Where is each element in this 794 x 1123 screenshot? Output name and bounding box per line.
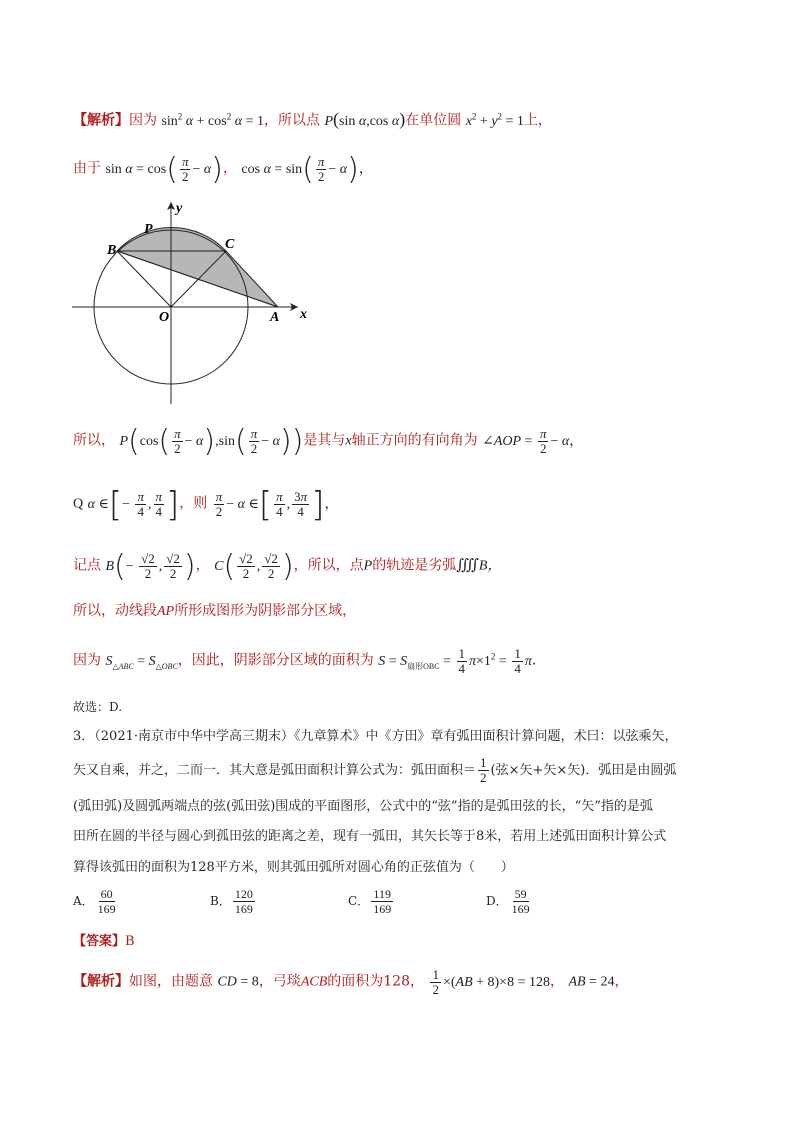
question-3-line-5: 算得该弧田的面积为128平方米，则其弧田弧所对圆心角的正弦值为（ ） <box>73 860 514 875</box>
text: B， <box>478 558 502 574</box>
solution-line-7 <box>73 646 536 676</box>
option-letter: D． <box>486 894 508 908</box>
text: ，所以点 <box>263 112 320 129</box>
answer-choice: 故选：D. <box>73 700 123 714</box>
option-letter: A． <box>73 894 94 908</box>
option-numerator: 120 <box>234 887 253 901</box>
solution-line-3 <box>73 423 584 459</box>
text: 是其与 <box>303 432 346 449</box>
solution-line-5 <box>73 548 502 584</box>
question-3-line-2: 矢又自乘，并之，二而一．其大意是弧田面积计算公式为：弧田面积＝ $\frac{1}{2}$ (弦×矢+矢×矢)．弧田是由圆弧 <box>73 755 677 785</box>
text: 所以，动线段 <box>73 603 157 619</box>
text: 的轨迹是劣弧 <box>372 557 457 574</box>
option-denominator: 169 <box>97 902 116 916</box>
math: P(sin α,cos α) <box>324 108 406 129</box>
option-numerator: 60 <box>100 887 113 901</box>
text: ， <box>222 160 237 177</box>
text: ， <box>614 973 629 990</box>
math: P <box>363 558 373 574</box>
answer-label: 【答案】 <box>73 934 126 949</box>
text: 由于 <box>73 160 101 177</box>
option-b[interactable] <box>210 887 257 916</box>
unit-circle-figure <box>60 190 320 410</box>
math: x <box>345 433 352 449</box>
solution-line-1 <box>73 106 552 132</box>
text: 在单位圆 <box>405 112 462 129</box>
question-3-line-4: 田所在圆的半径与圆心到孤田弦的距离之差，现有一弧田，其矢长等于8米，若用上述弧田面积计算公式 <box>73 829 667 844</box>
math: C( $\frac{√2}{2}$ , $\frac{√2}{2}$ ) <box>214 548 294 584</box>
text: ，因此，阴影部分区域的面积为 <box>177 652 374 669</box>
text: 记点 <box>73 557 101 574</box>
math: $\frac{1}{2}$ ×(AB + 8)×8 = 128 <box>432 967 550 997</box>
text: 轴正方向的有向角为 <box>351 432 478 449</box>
math: CD = 8 <box>217 974 259 990</box>
label-p: P <box>144 222 153 237</box>
text: 因为 <box>129 112 157 129</box>
option-numerator: 59 <box>514 887 527 901</box>
solution-2-line: 【解析】如图，由题意 CD = 8，弓琰ACB的面积为128， $\frac{1}{2}$ ×(AB + 8)×8 = 128， AB = 24， <box>73 967 629 997</box>
math: AB = 24 <box>568 974 615 990</box>
math: $S = S_{扇形OBC}$ = $\frac{1}{4}$ $\pi\times 1^2$ = $\frac{1}{4}$ π <box>378 645 532 676</box>
text: 所以， <box>73 432 115 449</box>
option-letter: B． <box>210 894 231 908</box>
label-a: A <box>270 310 280 325</box>
text: 矢又自乘，并之，二而一．其大意是弧田面积计算公式为：弧田面积＝ <box>73 763 477 778</box>
question-3-line-1: 3．（2021·南京市中华中学高三期末）《九章算术》中《方田》章有弧田面积计算问题，术曰：以弦乘矢， <box>73 729 678 744</box>
option-letter: C． <box>348 894 370 908</box>
sector-subscript: 扇形OBC <box>407 661 440 671</box>
text: . <box>531 652 537 669</box>
math: AP <box>157 604 175 619</box>
text: ，所以，点 <box>293 557 364 574</box>
math: ∠AOP = $\frac{\pi}{2}$ − α， <box>482 426 584 456</box>
solution-label: 【解析】 <box>73 973 129 990</box>
solution-line-6 <box>73 601 356 622</box>
text: 的面积为128， <box>327 973 424 990</box>
math: $x^2 + y^2 = 1$ <box>465 111 524 129</box>
label-o: O <box>159 310 170 325</box>
text: 如图，由题意 <box>129 973 213 990</box>
option-denominator: 169 <box>234 902 253 916</box>
answer-value: B <box>125 934 135 949</box>
option-a[interactable] <box>73 887 120 916</box>
text: Q <box>73 496 84 512</box>
question-3-line-3: (弧田弧)及圆弧两端点的弦(弧田弦)围成的平面图形，公式中的“弦”指的是弧田弦的长，“矢”指的是弧 <box>73 799 653 814</box>
label-y: y <box>176 201 183 216</box>
option-d[interactable] <box>486 887 534 916</box>
answer-line <box>73 932 135 952</box>
solution-line-2 <box>73 151 373 187</box>
math: α ∈[− $\frac{\pi}{4}$ , $\frac{\pi}{4}$ ] <box>87 484 180 525</box>
math: cos α = sin( $\frac{\pi}{2}$ − α)， <box>241 151 373 187</box>
arc-glyph: ⨌ <box>456 555 479 574</box>
option-numerator: 119 <box>373 887 391 901</box>
text: (弦×矢+矢×矢)．弧田是由圆弧 <box>490 763 677 778</box>
math: $\frac{\pi}{2}$ − α ∈[ $\frac{\pi}{4}$ , $\frac{3\pi}{4}$ ]， <box>215 484 339 525</box>
option-c[interactable] <box>348 887 395 916</box>
text: ，则 <box>179 495 208 512</box>
math: ACB <box>300 974 328 990</box>
text: 所形成图形为阴影部分区域， <box>174 603 357 619</box>
text: ， <box>195 557 210 574</box>
text: ，弓琰 <box>258 973 301 990</box>
solution-line-4 <box>73 484 339 525</box>
math: B(− $\frac{√2}{2}$ , $\frac{√2}{2}$ ) <box>105 548 196 584</box>
option-denominator: 169 <box>373 902 392 916</box>
math: P(cos( $\frac{\pi}{2}$ − α),sin( $\frac{\pi}{2}$ − α)) <box>119 423 304 459</box>
solution-label: 【解析】 <box>73 112 129 129</box>
text: 上， <box>523 112 552 129</box>
label-c: C <box>225 237 235 252</box>
text: 因为 <box>73 652 101 669</box>
math: sin α = cos( $\frac{\pi}{2}$ − α) <box>105 151 223 187</box>
math: $S_{\triangle ABC} = S_{\triangle OBC}$ <box>105 653 178 671</box>
label-x: x <box>300 307 307 322</box>
math: $\sin^2 \alpha + \cos^2 \alpha = 1$ <box>161 111 264 129</box>
option-denominator: 169 <box>511 902 530 916</box>
label-b: B <box>107 243 117 258</box>
